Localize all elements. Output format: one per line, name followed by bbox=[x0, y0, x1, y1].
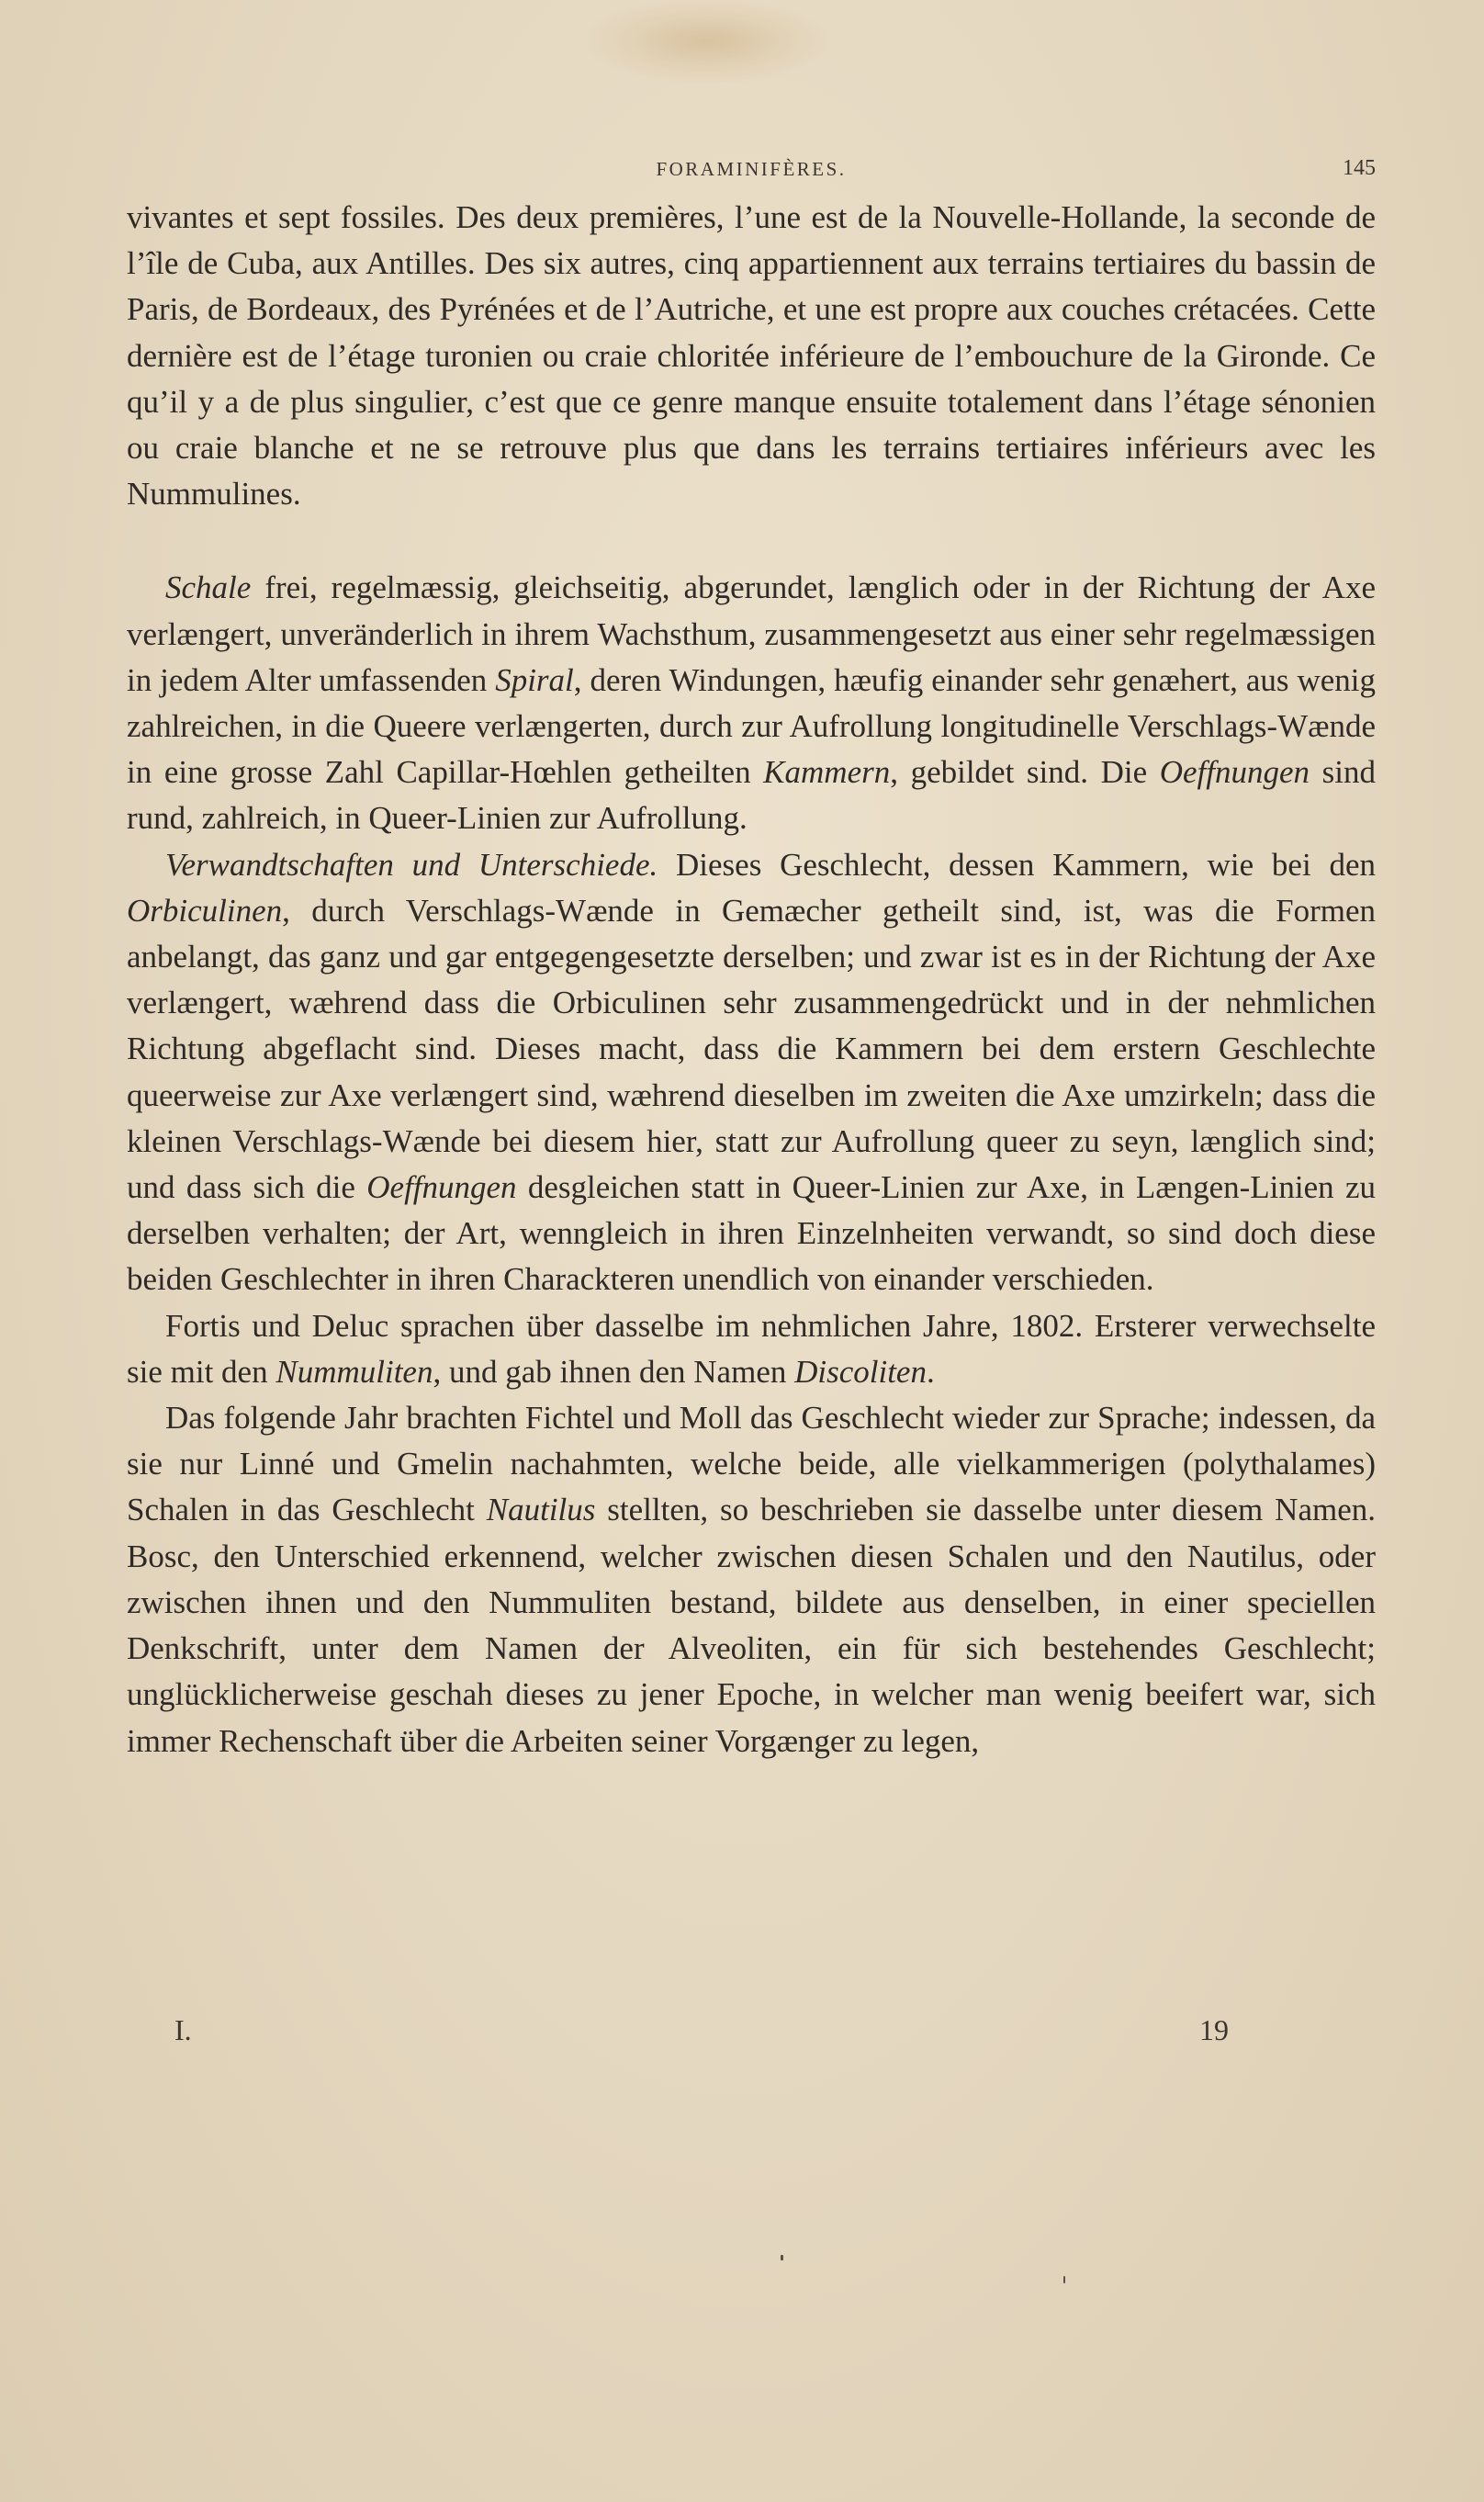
text-segment: , deren Windungen, hæufig einander sehr genæhert, aus wenig zahlreichen, in die Queere verlængerten, durch zur Aufrollung longitudinelle Verschlags-Wænde in eine grosse Zahl Capillar-Hœhlen getheilten bbox=[127, 661, 1376, 791]
paragraph-verwandtschaften bbox=[127, 842, 1376, 1303]
page-header bbox=[127, 158, 1376, 195]
page-number: 145 bbox=[1343, 156, 1376, 180]
text-segment: , durch Verschlags-Wænde in Gemæcher getheilt sind, ist, was die Formen anbelangt, das ganz und gar entgegengesetzte derselben; und zwar ist es in der Richtung der Axe verlængert, wæhrend dass die Orbiculinen sehr zusammengedrückt und in der nehmlichen Richtung abgeflacht sind. Dieses macht, dass die Kammern bei dem erstern Geschlechte queerweise zur Axe verlængert sind, wæhrend dieselben im zweiten die Axe umzirkeln; dass die kleinen Verschlags-Wænde bei diesem hier, statt zur Aufrollung queer zu seyn, længlich sind; und dass sich die bbox=[127, 892, 1376, 1206]
paper-stain bbox=[588, 0, 826, 83]
page-body bbox=[127, 195, 1376, 1764]
term-kammern: Kammern bbox=[763, 754, 891, 791]
text-segment: , und gab ihnen den Namen bbox=[433, 1353, 795, 1390]
section-gap bbox=[127, 517, 1376, 565]
running-title: FORAMINIFÈRES. bbox=[656, 158, 847, 180]
term-oeffnungen: Oeffnungen bbox=[366, 1169, 517, 1206]
signature-mark-left: I. bbox=[174, 2013, 192, 2046]
paragraph-fichtel bbox=[127, 1395, 1376, 1764]
term-verwandtschaften: Verwandtschaften und Unterschiede. bbox=[165, 846, 658, 883]
term-nautilus: Nautilus bbox=[486, 1492, 596, 1528]
text-segment: . bbox=[926, 1353, 935, 1390]
term-oeffnungen: Oeffnungen bbox=[1159, 754, 1310, 791]
text-segment: sind rund, zahlreich, in Queer-Linien zur Aufrollung. bbox=[127, 754, 1376, 837]
text-segment: desgleichen statt in Queer-Linien zur Axe, in Længen-Linien zu derselben verhalten; der Art, wenngleich in ihren Einzelnheiten verwandt, so sind doch diese beiden Geschlechter in ihren Charackteren unendlich von einander verschieden. bbox=[127, 1169, 1377, 1298]
term-spiral: Spiral bbox=[495, 661, 574, 698]
paper-speck bbox=[1063, 2276, 1065, 2283]
term-nummuliten: Nummuliten bbox=[275, 1353, 433, 1390]
page-footer bbox=[127, 2013, 1376, 2057]
paragraph-schale bbox=[127, 565, 1376, 841]
term-discoliten: Discoliten bbox=[794, 1353, 927, 1390]
text-segment: Dieses Geschlecht, dessen Kammern, wie bei den bbox=[658, 846, 1376, 883]
text-segment: stellten, so beschrieben sie dasselbe unter diesem Namen. Bosc, den Unterschied erkennend, welcher zwischen diesen Schalen und den Nautilus, oder zwischen ihnen und den Nummuliten bestand, bildete aus denselben, in einer speciellen Denkschrift, unter dem Namen der Alveoliten, ein für sich bestehendes Geschlecht; unglücklicherweise geschah dieses zu jener Epoche, in welcher man wenig beeifert war, sich immer Rechenschaft über die Arbeiten seiner Vorgænger zu legen, bbox=[127, 1492, 1376, 1759]
paper-speck bbox=[781, 2255, 783, 2260]
text-segment: Fortis und Deluc sprachen über dasselbe im nehmlichen Jahre, 1802. Ersterer verwechselte sie mit den bbox=[127, 1307, 1376, 1390]
signature-mark-right: 19 bbox=[1199, 2013, 1229, 2046]
text-segment: frei, regelmæssig, gleichseitig, abgerundet, længlich oder in der Richtung der Axe verlængert, unveränderlich in ihrem Wachsthum, zusammengesetzt aus einer sehr regelmæssigen in jedem Alter umfassenden bbox=[127, 569, 1376, 698]
term-orbiculinen: Orbiculinen bbox=[127, 892, 283, 929]
text-segment: , gebildet sind. Die bbox=[890, 754, 1160, 791]
paragraph-french: vivantes et sept fossiles. Des deux premières, l’une est de la Nouvelle-Hollande, la seconde de l’île de Cuba, aux Antilles. Des six autres, cinq appartiennent aux terrains tertiaires du bassin de Paris, de Bordeaux, des Pyrénées et de l’Autriche, et une est propre aux couches crétacées. Cette dernière est de l’étage turonien ou craie chloritée inférieure de l’embouchure de la Gironde. Ce qu’il y a de plus singulier, c’est que ce genre manque ensuite totalement dans l’étage sénonien ou craie blanche et ne se retrouve plus que dans les terrains tertiaires inférieurs avec les Nummulines. bbox=[127, 199, 1376, 513]
text-segment: Das folgende Jahr brachten Fichtel und Moll das Geschlecht wieder zur Sprache; indessen, da sie nur Linné und Gmelin nachahmten, welche beide, alle vielkammerigen (polythalames) Schalen in das Geschlecht bbox=[127, 1400, 1376, 1528]
term-schale: Schale bbox=[165, 569, 252, 606]
paragraph-fortis bbox=[127, 1303, 1376, 1395]
